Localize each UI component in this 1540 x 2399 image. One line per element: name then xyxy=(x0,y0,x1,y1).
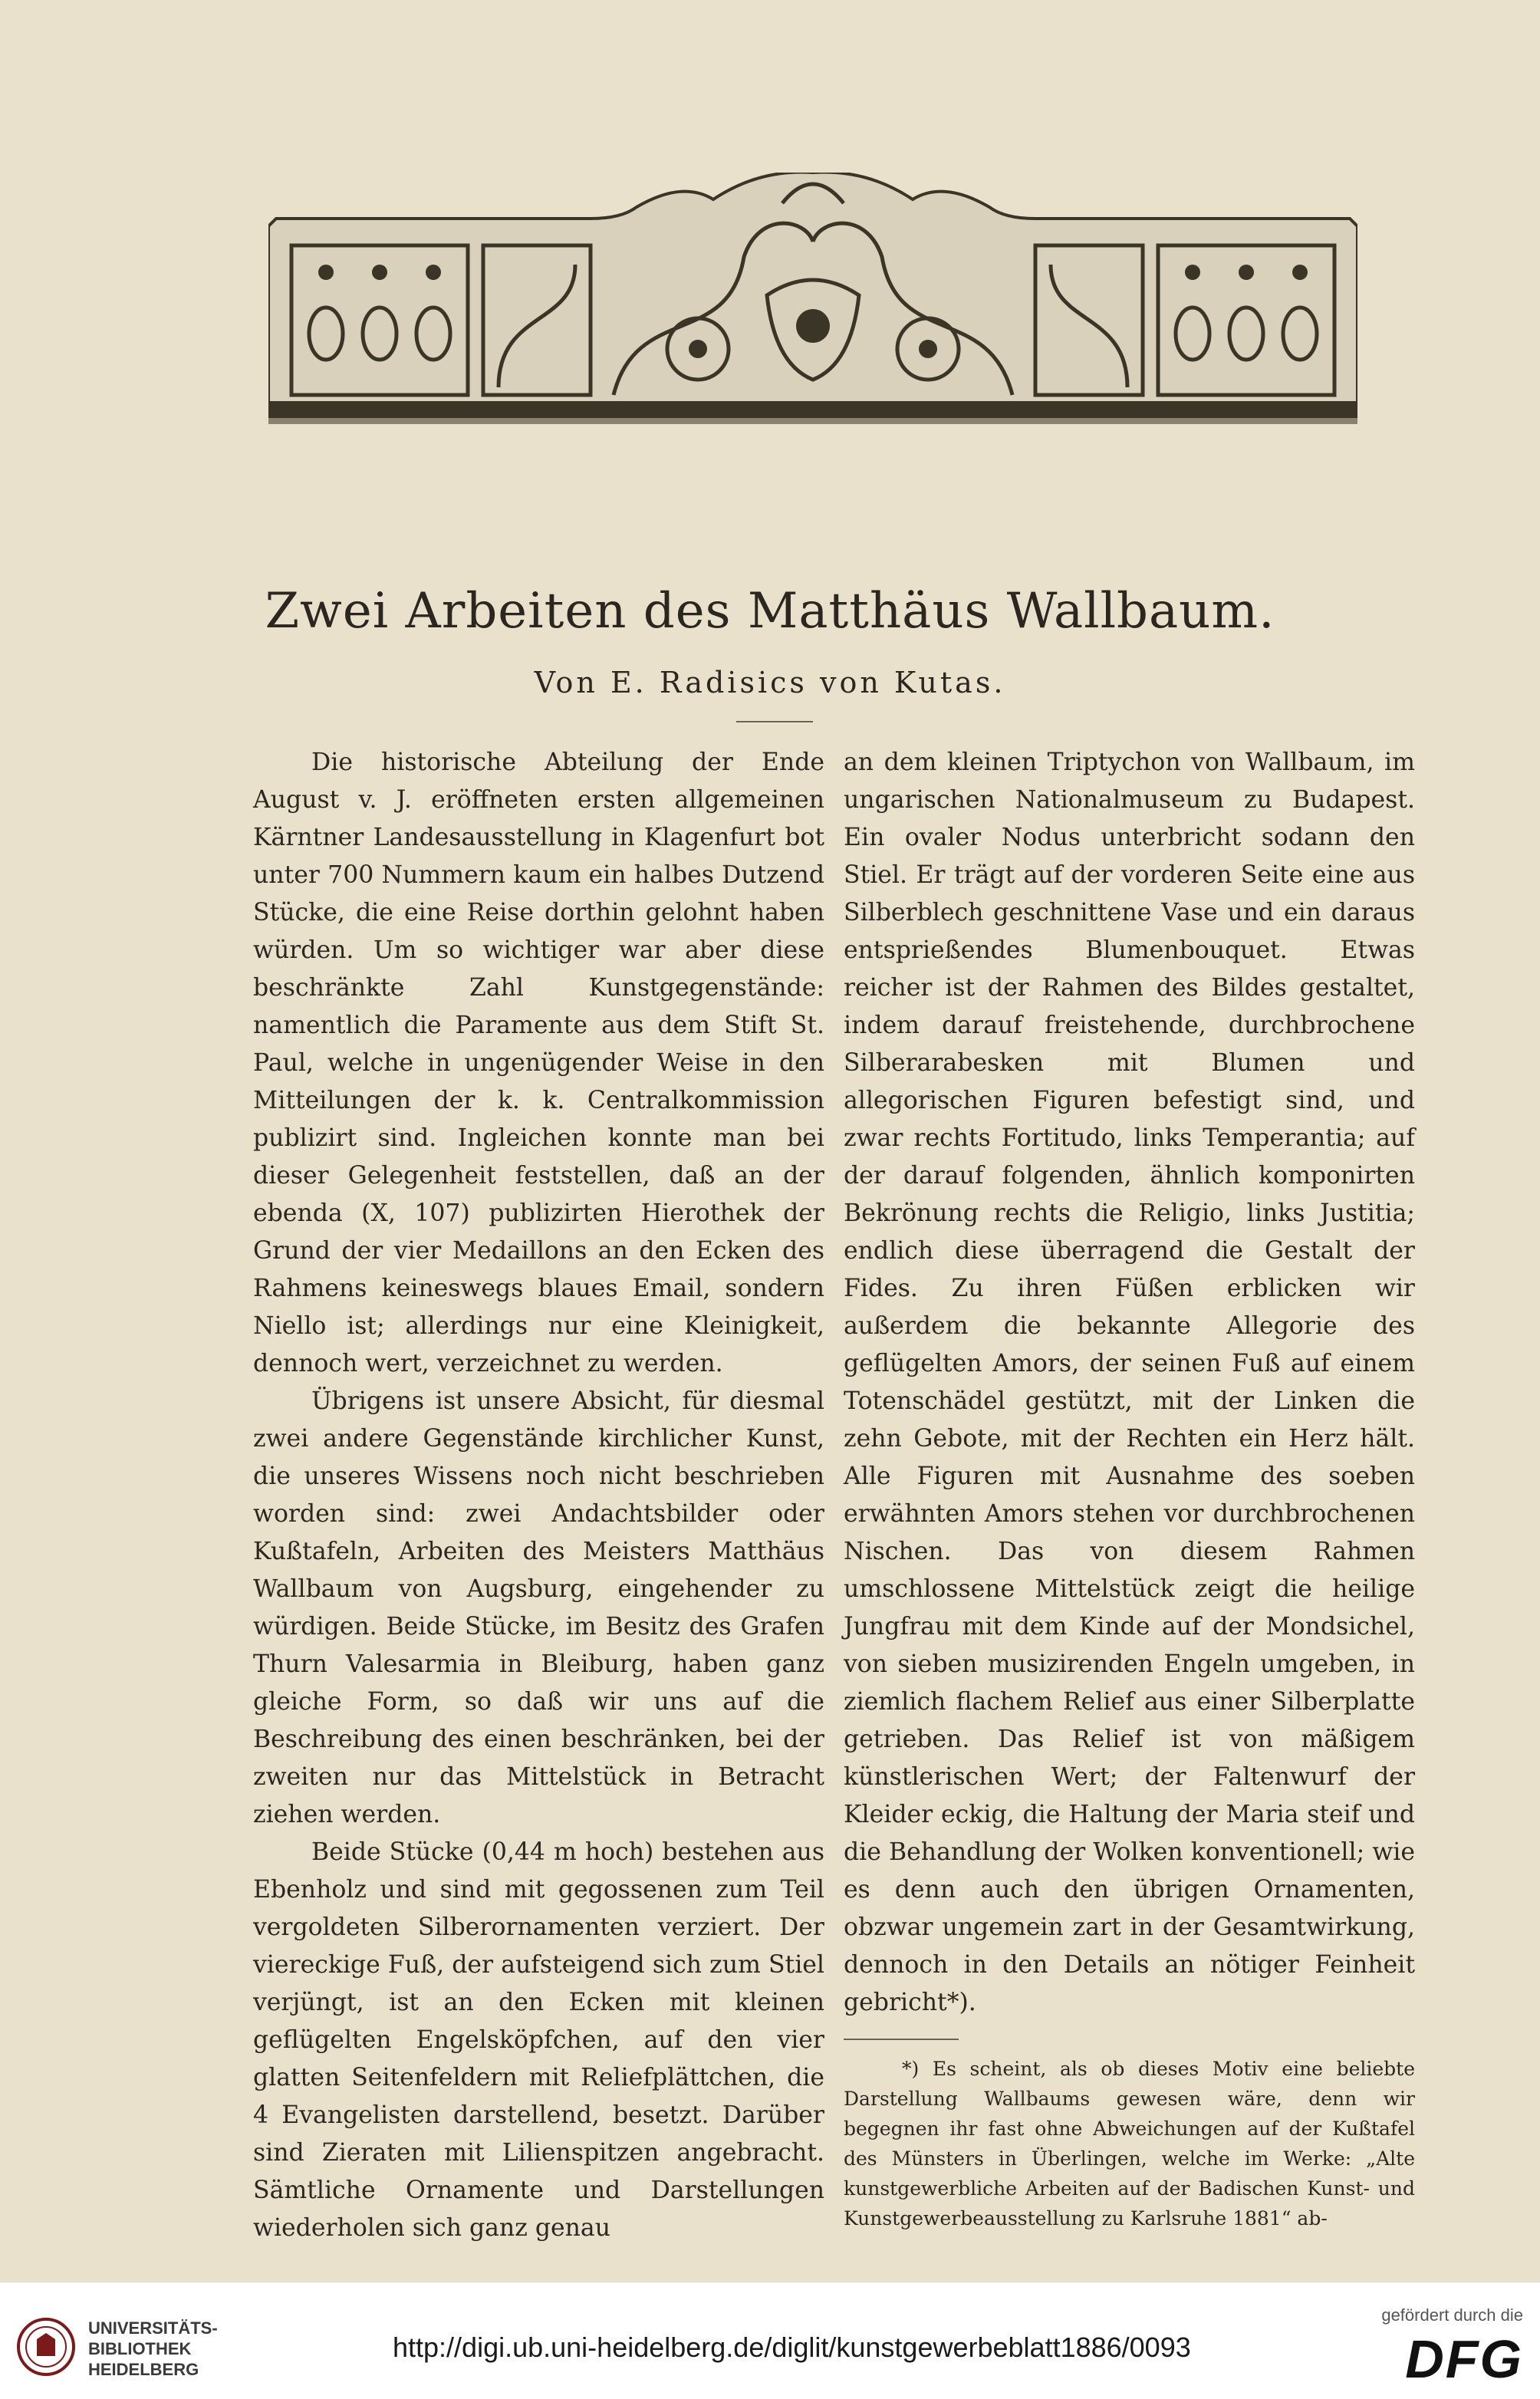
left-column xyxy=(253,744,824,2247)
university-seal-icon[interactable] xyxy=(15,2316,77,2378)
paragraph: Übrigens ist unsere Absicht, für diesmal zwei andere Gegenstände kirchlicher Kunst, die unseres Wissens noch nicht beschrieben worden sind: zwei Andachtsbilder oder Kußtafeln, Arbeiten des Meisters Matthäus Wallbaum von Augsburg, eingehender zu würdigen. Beide Stücke, im Besitz des Grafen Thurn Valesarmia in Bleiburg, haben ganz gleiche Form, so daß wir uns auf die Beschreibung des einen beschränken, bei der zweiten nur das Mittelstück in Betracht ziehen werden. xyxy=(253,1387,824,1828)
title-divider xyxy=(736,721,813,722)
footnote-divider xyxy=(844,2039,959,2040)
paragraph: Beide Stücke (0,44 m hoch) bestehen aus Ebenholz und sind mit gegossenen zum Teil vergoldeten Silberornamenten verziert. Der viereckige Fuß, der aufsteigend sich zum Stiel verjüngt, ist an den Ecken mit kleinen geflügelten Engelsköpfchen, auf den vier glatten Seitenfeldern mit Reliefplättchen, die 4 Evangelisten darstellend, besetzt. Darüber sind Zieraten mit Lilienspitzen angebracht. Sämtliche Ornamente und Darstellungen wiederholen sich ganz genau xyxy=(253,1838,824,2242)
dfg-logo[interactable]: DFG xyxy=(1405,2329,1523,2389)
right-column xyxy=(844,744,1415,2233)
permalink-url[interactable]: http://digi.ub.uni-heidelberg.de/diglit/kunstgewerbeblatt1886/0093 xyxy=(393,2332,1191,2363)
funding-note: gefördert durch die xyxy=(1381,2305,1523,2325)
decorative-headpiece xyxy=(268,173,1357,426)
article-byline: Von E. Radisics von Kutas. xyxy=(534,666,1006,699)
paragraph: an dem kleinen Triptychon von Wallbaum, im ungarischen Nationalmuseum zu Budapest. Ein ovaler Nodus unterbricht sodann den Stiel. Er trägt auf der vorderen Seite eine aus Silberblech geschnittene Vase und ein daraus entsprießendes Blumenbouquet. Etwas reicher ist der Rahmen des Bildes gestaltet, indem darauf freistehende, durchbrochene Silberarabesken mit Blumen und allegorischen Figuren befestigt sind, und zwar rechts Fortitudo, links Temperantia; auf der darauf folgenden, ähnlich komponirten Bekrönung rechts die Religio, links Justitia; endlich diese überragend die Gestalt der Fides. Zu ihren Füßen erblicken wir außerdem die bekannte Allegorie des geflügelten Amors, der seinen Fuß auf einem Totenschädel gestützt, mit der Linken die zehn Gebote, mit der Rechten ein Herz hält. Alle Figuren mit Ausnahme des soeben erwähnten Amors stehen vor durchbrochenen Nischen. Das von diesem Rahmen umschlossene Mittelstück zeigt die heilige Jungfrau mit dem Kinde auf der Mondsichel, von sieben musizirenden Engeln umgeben, in ziemlich flachem Relief aus einer Silberplatte getrieben. Das Relief ist von mäßigem künstlerischen Wert; der Faltenwurf der Kleider eckig, die Haltung der Maria steif und die Behandlung der Wolken konventionell; wie es denn auch den übrigen Ornamenten, obzwar ungemein zart in der Gesamtwirkung, dennoch in den Details an nötiger Feinheit gebricht*). xyxy=(844,749,1415,2016)
paragraph: Die historische Abteilung der Ende August v. J. eröffneten ersten allgemeinen Kärntner Landesausstellung in Klagenfurt bot unter 700 Nummern kaum ein halbes Dutzend Stücke, die eine Reise dorthin gelohnt haben würden. Um so wichtiger war aber diese beschränkte Zahl Kunstgegenstände: namentlich die Paramente aus dem Stift St. Paul, welche in ungenügender Weise in den Mitteilungen der k. k. Centralkommission publizirt sind. Ingleichen konnte man bei dieser Gelegenheit feststellen, daß an der ebenda (X, 107) publizirten Hierothek der Grund der vier Medaillons an den Ecken des Rahmens keineswegs blaues Email, sondern Niello ist; allerdings nur eine Kleinigkeit, dennoch wert, verzeichnet zu werden. xyxy=(253,749,824,1377)
viewer-footer xyxy=(0,2282,1540,2399)
footnote: *) Es scheint, als ob dieses Motiv eine beliebte Darstellung Wallbaums gewesen wäre, denn wir begegnen ihr fast ohne Abweichungen auf der Kußtafel des Münsters in Überlingen, welche im Werke: „Alte kunstgewerbliche Arbeiten auf der Badischen Kunst- und Kunstgewerbeausstellung zu Karlsruhe 1881“ ab- xyxy=(844,2058,1415,2230)
university-name[interactable]: UNIVERSITÄTS- BIBLIOTHEK HEIDELBERG xyxy=(88,2318,218,2379)
article-title: Zwei Arbeiten des Matthäus Wallbaum. xyxy=(265,583,1275,640)
